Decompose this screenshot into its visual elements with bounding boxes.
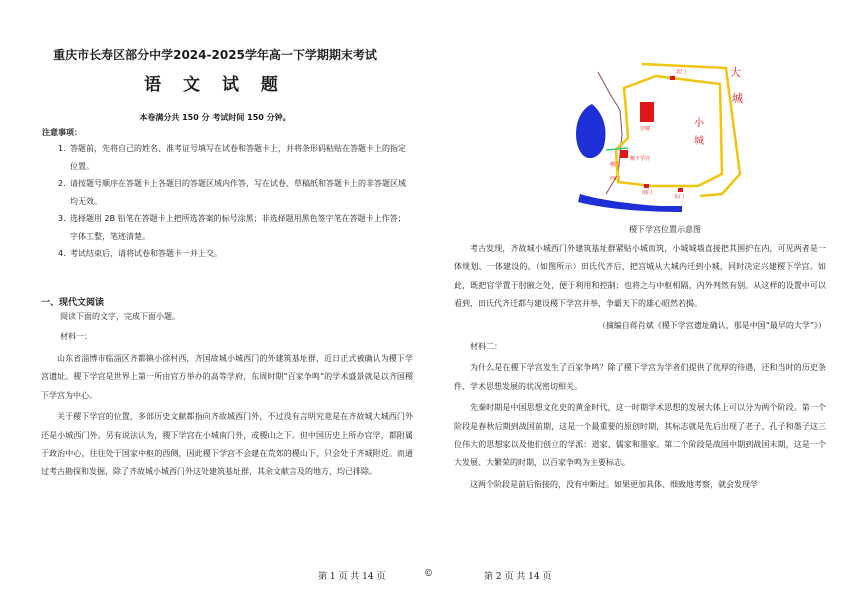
big-city-label: 大 [730,66,741,79]
note-item: 4. 考试结束后，请将试卷和答题卡一并上交。 [58,249,222,258]
source-citation: （摘编自蒋肖斌《稷下学宫遗址确认，那是中国“最早的大学”》） [597,320,826,330]
svg-text:宫城: 宫城 [640,126,651,132]
paragraph: 这两个阶段是前后衔接的，没有中断过。如果更加具体、细致地考察，就会发现学 [470,479,758,489]
river-lower [578,194,685,212]
svg-text:东门: 东门 [674,194,685,200]
note-item: 3. 选择题用 2B 铅笔在答题卡上把所选答案的标号涂黑；非选择题用黑色签字笔在答题卡上作答；字体工整，笔迹清楚。 [58,214,406,241]
paragraph: 为什么是在稷下学宫发生了百家争鸣？除了稷下学宫为学者们提供了优厚的待遇，还和当时的历史条件、学术思想发展的状况密切相关。 [454,363,826,391]
small-city-label: 小 [694,118,704,129]
exam-meta: 本卷满分共 150 分 考试时间 150 分钟。 [139,113,291,122]
gate-marker [678,188,683,192]
note-item: 1. 答题前，先将自己的姓名、准考证号填写在试卷和答题卡上，并将条形码粘贴在答题卡上的指定位置。 [58,144,406,171]
jixia-location-map [570,54,750,219]
exam-title: 重庆市长寿区部分中学2024-2025学年高一下学期期末考试 [53,48,377,62]
notes-list [58,140,410,263]
material-1-label: 材料一： [60,332,92,341]
notes-heading: 注意事项： [42,128,82,137]
page-footer-right: 第 2 页 共 14 页 [484,572,552,582]
section-intro: 阅读下面的文字，完成下面小题。 [60,312,180,321]
page-footer-left: 第 1 页 共 14 页 [318,572,386,582]
svg-text:城: 城 [732,92,743,105]
subject-title: 语 文 试 题 [144,75,286,95]
svg-text:西门: 西门 [610,176,621,182]
copyright-symbol: © [424,569,433,579]
svg-text:北门: 北门 [676,69,687,75]
big-city-wall [642,64,740,196]
gate-marker [644,184,649,188]
svg-text:稷下学宫: 稷下学宫 [630,156,651,162]
svg-text:南门: 南门 [642,190,653,196]
gate-marker [670,76,675,80]
small-city-wall [616,76,722,186]
passage-left [41,350,413,485]
palace-block [640,102,654,122]
map-caption: 稷下学宫位置示意图 [629,225,701,234]
jixia-marker-line [606,148,628,150]
note-item: 2. 请按题号顺序在答题卡上各题目的答题区域内作答，写在试卷、草稿纸和答题卡上的非答题区域均无效。 [58,179,406,206]
section-heading: 一、现代文阅读 [41,298,105,308]
river [576,104,605,158]
svg-text:稷门: 稷门 [610,162,621,168]
page-2 [430,0,860,607]
passage-right [454,240,826,497]
paragraph: 考古发现，齐故城小城西门外建筑基址群紧贴小城而筑，小城城墙直接把其围护在内，可见两者是一体规划、一体建设的。（如图所示）田氏代齐后，把宫城从大城内迁到小城，同时决定兴建稷下学宫。如此，既把官学置于肘腋之处，便于利用和控制；也将之与中枢相隔，内外判然有别。从这样的设置中可以看到，田氏代齐迁都与建设稷下学宫并举，争霸天下的雄心昭然若揭。 [454,244,826,309]
paragraph: 山东省淄博市临淄区齐都镇小徐村西，齐国故城小城西门的外建筑基址群，近日正式被确认为稷下学宫遗址。稷下学宫是世界上第一所由官方举办的高等学府，东周时期“百家争鸣”的学术盛景就是以齐国稷下学宫为中心。 [41,354,413,400]
svg-text:城: 城 [694,136,704,147]
material-2-label: 材料二： [470,342,502,352]
paragraph: 关于稷下学宫的位置，多部历史文献都指向齐故城西门外，不过没有言明究竟是在齐故城大城西门外还是小城西门外。另有说法认为，稷下学宫在小城南门外，或稷山之下。但中国历史上所办官学，都附属于政治中心，往往处于国家中枢的西侧，因此稷下学宫不会建在荒郊的稷山下，只会处于齐城附近。而通过考古勘探和发掘，除了齐故城小城西门外这处建筑基址群，其余文献言及的地方，均已排除。 [41,412,413,477]
paragraph: 先秦时期是中国思想文化史的黄金时代，这一时期学术思想的发展大体上可以分为两个阶段。第一个阶段是春秋后期到战国前期，这是一个最重要的原创时期，其标志就是先后出现了老子、孔子和墨子这三位伟大的思想家以及他们创立的学派：道家、儒家和墨家。第二个阶段是战国中期到战国末期，这是一个大发展、大繁荣的时期，以百家争鸣为主要标志。 [454,403,826,468]
jixia-academy-block [620,150,628,158]
